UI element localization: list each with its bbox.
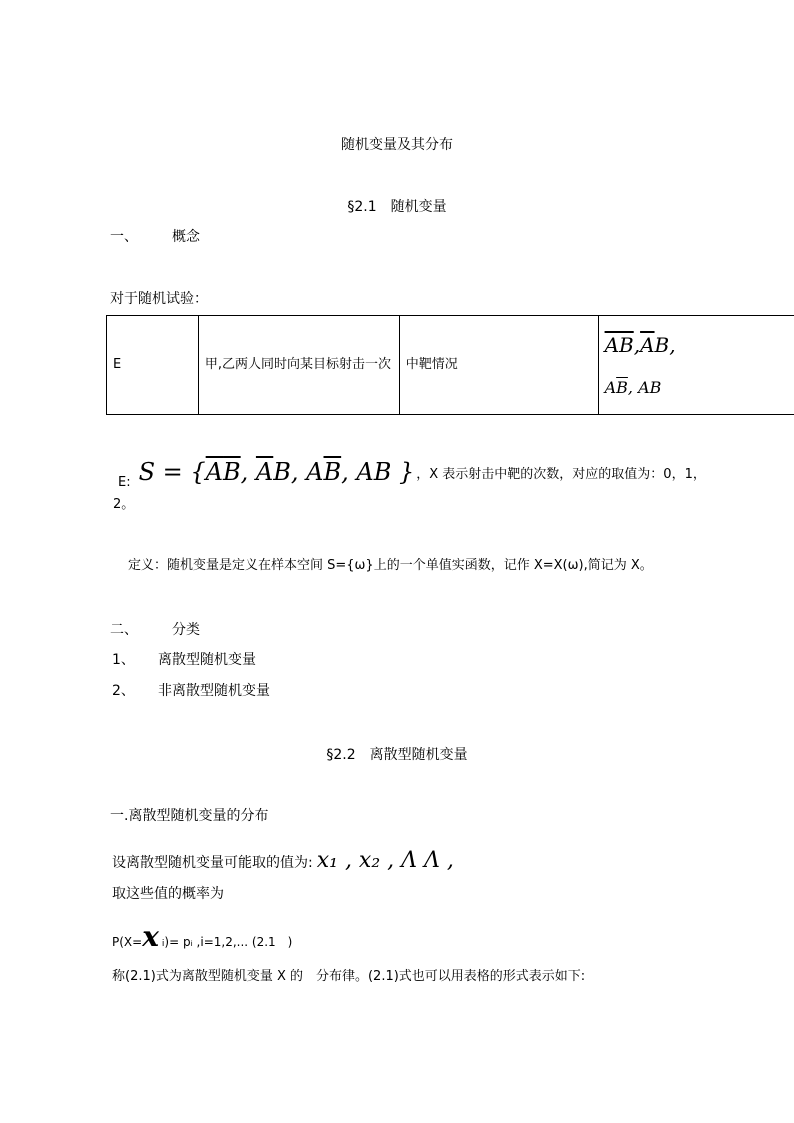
- list-item-number: 2、: [112, 683, 135, 699]
- formula-prefix: P(X=: [112, 935, 143, 949]
- distribution-law-text: 称(2.1)式为离散型随机变量 X 的 分布律。(2.1)式也可以用表格的形式表示如下:: [112, 969, 586, 984]
- page-title: 随机变量及其分布: [341, 137, 453, 153]
- outcome-ab-bar: $\overline{AB}$: [604, 333, 634, 358]
- experiment-table: [106, 315, 794, 415]
- example-text: ，X 表示射击中靶的次数，对应的取值为：0，1，: [416, 467, 706, 482]
- item1-heading: 概念: [172, 229, 200, 245]
- table-cell-e: E: [107, 316, 199, 415]
- formula-rest: )= pᵢ ,i=1,2,... (2.1 ): [164, 935, 293, 949]
- outcome-sep: ,: [633, 333, 641, 358]
- item1-number: 一、: [110, 229, 138, 245]
- formula-part: S = {: [138, 458, 206, 486]
- list-item: 离散型随机变量: [158, 652, 256, 668]
- outcome-b-bar: $\overline{B}$: [616, 378, 628, 398]
- table-cell-outcomes: [598, 316, 794, 415]
- values-text: 设离散型随机变量可能取的值为:: [112, 855, 313, 871]
- outcome-ab: , AB: [627, 378, 662, 398]
- table-cell-outcome-label: 中靶情况: [399, 316, 598, 415]
- outcome-b: B,: [654, 333, 676, 358]
- outcomes-line-1: [605, 328, 788, 362]
- definition-text: 定义：随机变量是定义在样本空间 S={ω}上的一个单值实函数，记作 X=X(ω),简记为 X。: [128, 558, 653, 573]
- formula-x: x: [142, 920, 159, 953]
- outcome-a: A: [604, 378, 617, 398]
- values-formula: x₁ , x₂ , Λ Λ ,: [316, 848, 454, 873]
- formula-part: ,: [240, 458, 256, 486]
- formula-part: , AB }: [341, 458, 415, 486]
- formula-part: B, A: [273, 458, 324, 486]
- formula-2-1: [112, 920, 292, 954]
- formula-part: $\overline{A}$: [205, 458, 224, 486]
- formula-part: $\overline{B}$: [223, 458, 241, 486]
- example-line: [118, 458, 706, 490]
- values-line: [112, 848, 454, 874]
- item2-heading: 分类: [172, 622, 200, 638]
- outcomes-line-2: [605, 374, 788, 401]
- probability-text: 取这些值的概率为: [112, 886, 224, 902]
- formula-part: $\overline{B}$: [323, 458, 342, 486]
- subheading: 一.离散型随机变量的分布: [110, 808, 269, 824]
- list-item-number: 1、: [112, 652, 135, 668]
- list-item: 非离散型随机变量: [158, 683, 270, 699]
- section-heading-2-1: §2.1 随机变量: [347, 199, 447, 215]
- sample-space-formula: [139, 458, 415, 487]
- formula-subscript: i: [161, 939, 165, 949]
- intro-text: 对于随机试验：: [110, 291, 208, 307]
- outcome-a-bar: $\overline{A}$: [640, 333, 655, 358]
- item2-number: 二、: [110, 622, 138, 638]
- table-cell-description: 甲,乙两人同时向某目标射击一次: [198, 316, 399, 415]
- section-heading-2-2: §2.2 离散型随机变量: [326, 747, 468, 763]
- formula-part: $\overline{A}$: [255, 458, 274, 486]
- table-row: [107, 316, 794, 415]
- example-continuation: 2。: [113, 497, 135, 512]
- example-prefix: E:: [118, 475, 131, 490]
